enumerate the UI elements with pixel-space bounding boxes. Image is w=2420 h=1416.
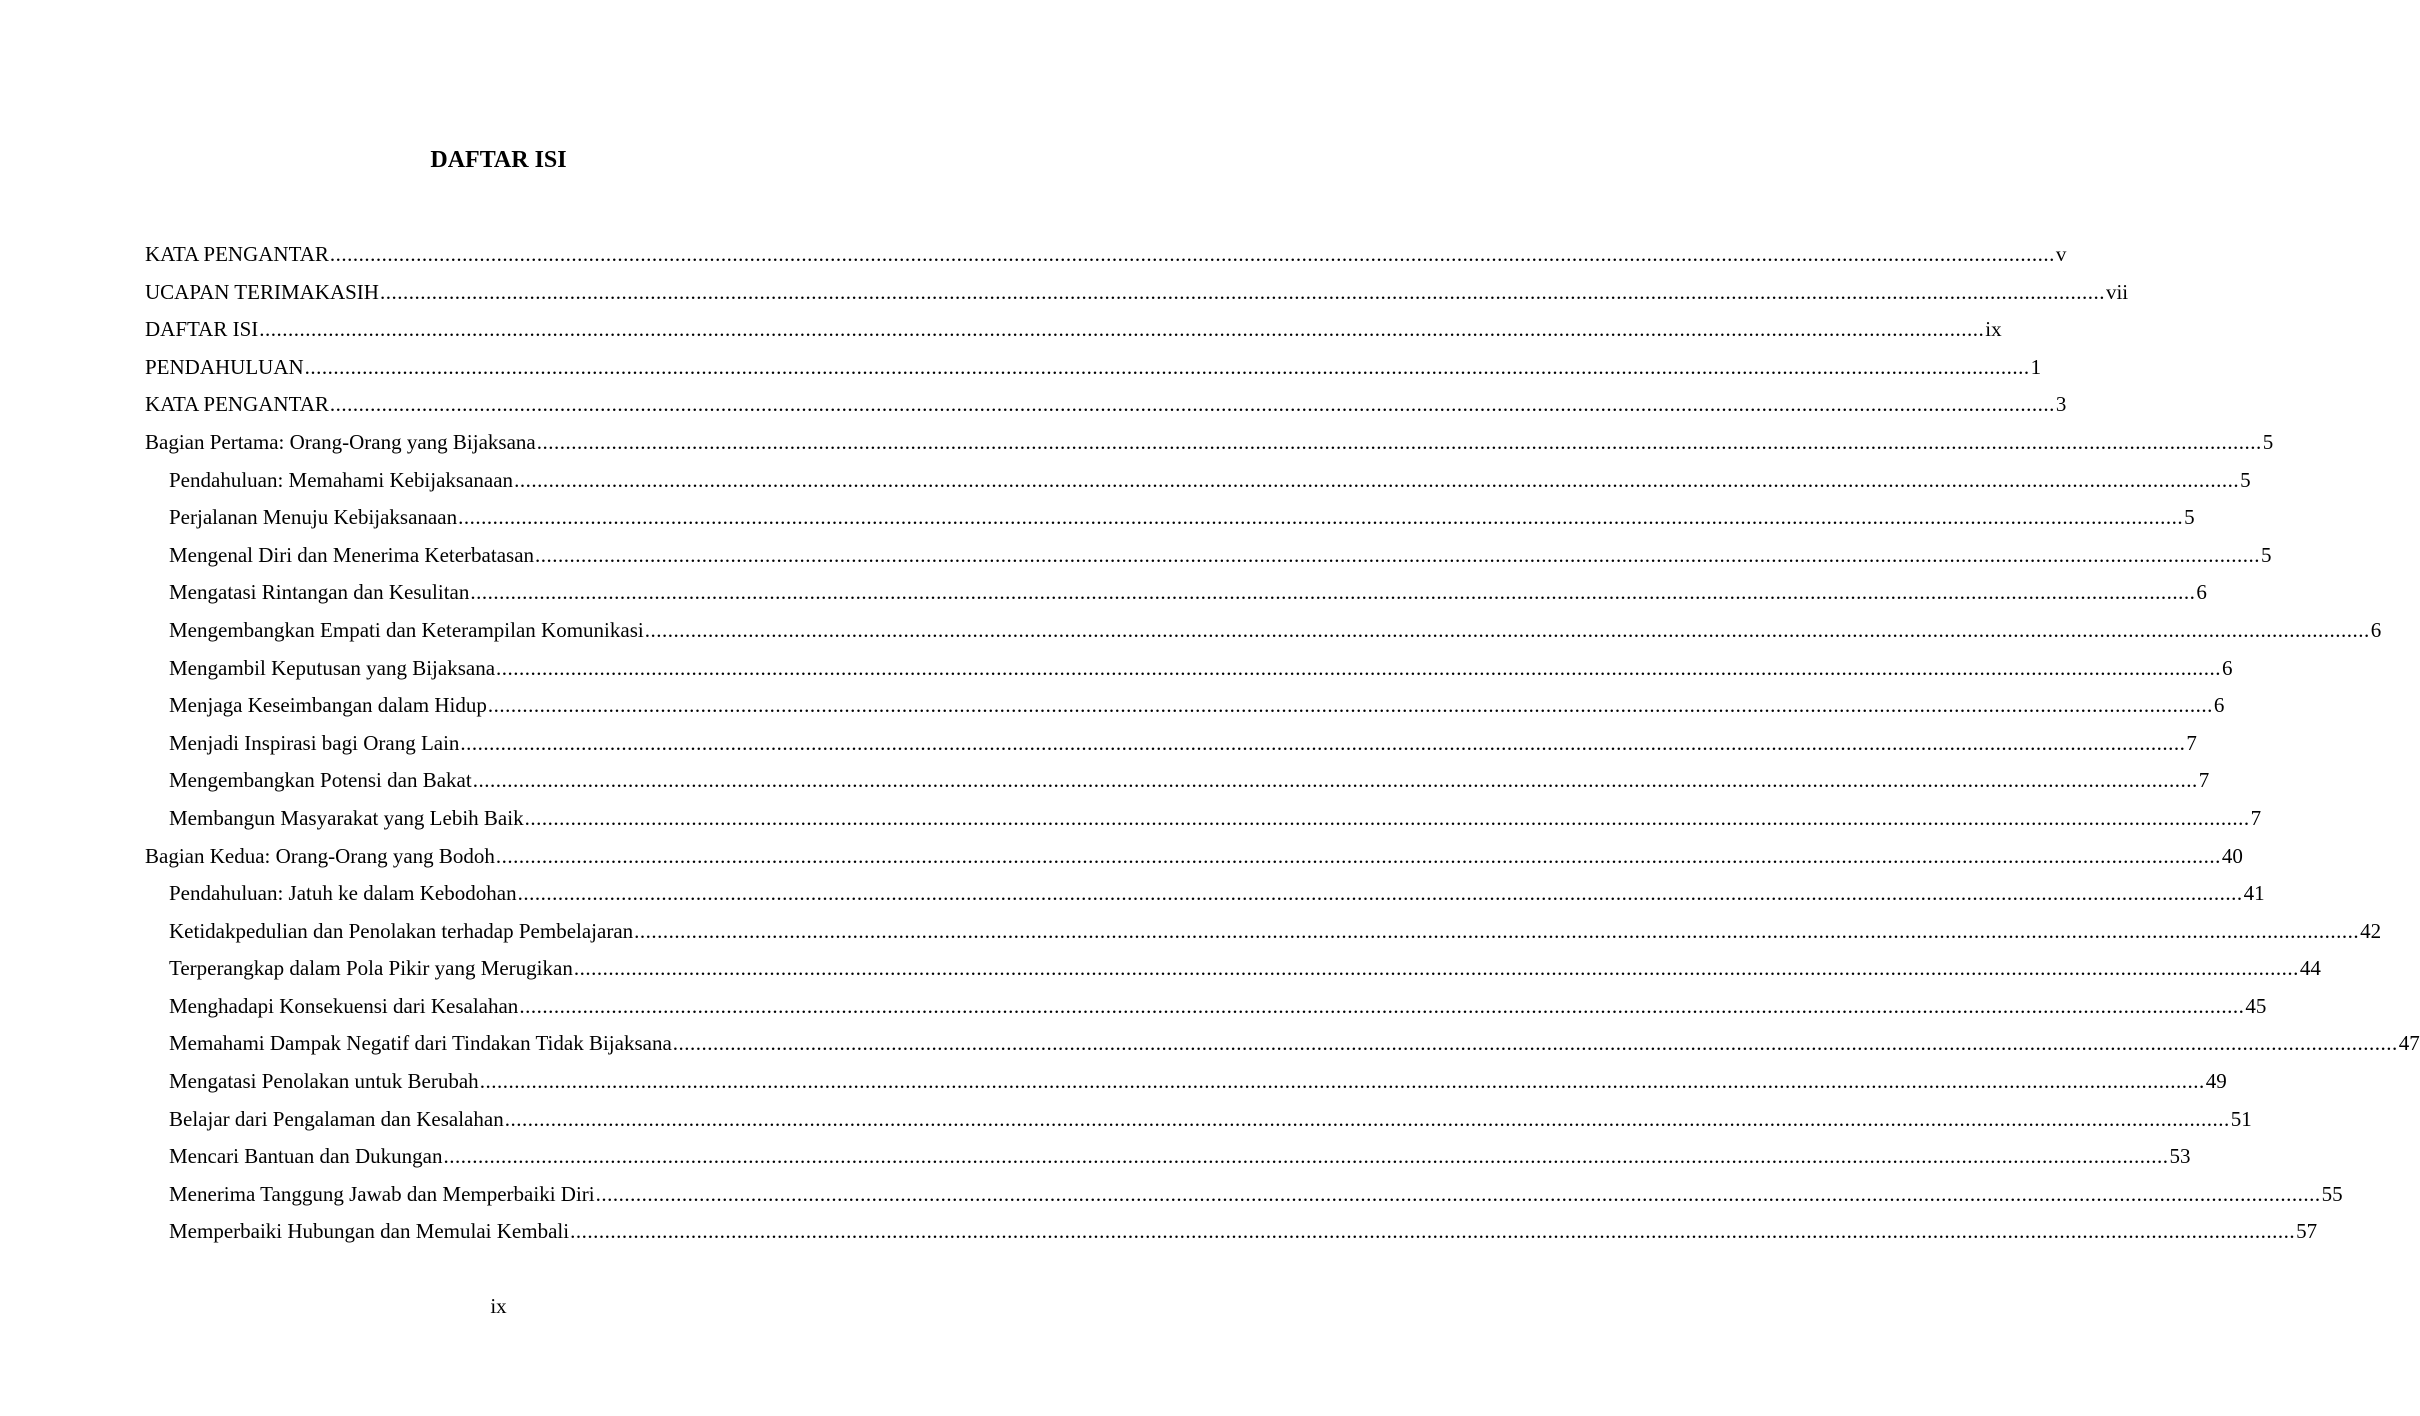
toc-entry (145, 800, 2262, 838)
table-of-contents (145, 236, 2420, 1251)
toc-entry-page: 3 (2055, 392, 2067, 417)
toc-entry (145, 386, 2067, 424)
toc-entry-title: Menjaga Keseimbangan dalam Hidup (169, 693, 487, 718)
toc-entry-page: 7 (2186, 730, 2197, 755)
toc-entry (145, 1138, 2191, 1176)
page-number: ix (490, 1294, 507, 1318)
toc-entry-page: 6 (2370, 617, 2382, 642)
toc-entry-title: Mengambil Keputusan yang Bijaksana (169, 655, 496, 680)
toc-entry-page: 55 (2321, 1181, 2343, 1206)
toc-dot-leader: ............................................................................................................................................................................................................................................................................................................ (517, 881, 2243, 906)
toc-entry (145, 424, 2274, 462)
page-title: DAFTAR ISI (430, 147, 567, 173)
toc-entry-title: Memperbaiki Hubungan dan Memulai Kembali (169, 1219, 570, 1244)
toc-dot-leader: ............................................................................................................................................................................................................................................................................................................ (496, 655, 2222, 680)
toc-entry-title: Belajar dari Pengalaman dan Kesalahan (169, 1106, 504, 1131)
toc-entry-title: Memahami Dampak Negatif dari Tindakan Tidak Bijaksana (169, 1031, 672, 1056)
toc-entry (145, 913, 2382, 951)
toc-entry-page: vii (2105, 279, 2129, 304)
toc-entry-page: 5 (2184, 505, 2195, 530)
toc-entry (145, 274, 2129, 312)
toc-dot-leader: ............................................................................................................................................................................................................................................................................................................ (472, 768, 2198, 793)
toc-dot-leader: ............................................................................................................................................................................................................................................................................................................ (524, 805, 2250, 830)
toc-entry-title: Mengatasi Penolakan untuk Berubah (169, 1069, 479, 1094)
toc-dot-leader: ............................................................................................................................................................................................................................................................................................................ (458, 505, 2184, 530)
toc-entry-title: Menghadapi Konsekuensi dari Kesalahan (169, 993, 519, 1018)
toc-entry-title: Mengembangkan Potensi dan Bakat (169, 768, 472, 793)
toc-entry-title: PENDAHULUAN (145, 354, 304, 379)
toc-entry (145, 838, 2243, 876)
toc-entry (145, 537, 2272, 575)
toc-entry-page: 41 (2243, 881, 2265, 906)
toc-dot-leader: ............................................................................................................................................................................................................................................................................................................ (329, 242, 2055, 266)
toc-entry-page: 42 (2360, 918, 2382, 943)
toc-entry-title: KATA PENGANTAR (145, 242, 329, 266)
toc-entry-page: 44 (2299, 956, 2321, 981)
toc-entry (145, 762, 2210, 800)
toc-dot-leader: ............................................................................................................................................................................................................................................................................................................ (595, 1181, 2321, 1206)
toc-entry (145, 612, 2382, 650)
toc-dot-leader: ............................................................................................................................................................................................................................................................................................................ (644, 617, 2370, 642)
toc-entry (145, 1176, 2343, 1214)
toc-entry-title: Pendahuluan: Jatuh ke dalam Kebodohan (169, 881, 517, 906)
toc-dot-leader: ............................................................................................................................................................................................................................................................................................................ (536, 429, 2262, 454)
toc-entry (145, 499, 2195, 537)
toc-entry-page: 7 (2198, 768, 2210, 793)
toc-dot-leader: ............................................................................................................................................................................................................................................................................................................ (259, 317, 1985, 342)
toc-entry-title: Pendahuluan: Memahami Kebijaksanaan (169, 467, 514, 492)
toc-entry-title: KATA PENGANTAR (145, 392, 329, 417)
toc-entry-page: 57 (2296, 1219, 2318, 1244)
toc-entry-title: UCAPAN TERIMAKASIH (145, 279, 379, 304)
toc-entry (145, 725, 2197, 763)
toc-entry-page: 53 (2169, 1144, 2191, 1169)
toc-entry-page: 5 (2261, 542, 2272, 567)
toc-entry (145, 875, 2265, 913)
toc-entry-title: Menerima Tanggung Jawab dan Memperbaiki Diri (169, 1181, 595, 1206)
toc-entry-title: Bagian Pertama: Orang-Orang yang Bijaksana (145, 429, 536, 454)
toc-dot-leader: ............................................................................................................................................................................................................................................................................................................ (460, 730, 2186, 755)
toc-entry-page: 51 (2230, 1106, 2252, 1131)
toc-entry (145, 950, 2321, 988)
toc-dot-leader: ............................................................................................................................................................................................................................................................................................................ (329, 392, 2055, 417)
toc-entry-title: Mengatasi Rintangan dan Kesulitan (169, 580, 470, 605)
toc-entry (145, 1025, 2420, 1063)
toc-entry-title: Membangun Masyarakat yang Lebih Baik (169, 805, 524, 830)
toc-entry-page: 6 (2222, 655, 2233, 680)
toc-entry-title: Mengenal Diri dan Menerima Keterbatasan (169, 542, 535, 567)
toc-entry-page: v (2055, 242, 2067, 266)
toc-dot-leader: ............................................................................................................................................................................................................................................................................................................ (304, 354, 2030, 379)
toc-entry (145, 462, 2251, 500)
toc-dot-leader: ............................................................................................................................................................................................................................................................................................................ (443, 1144, 2169, 1169)
toc-dot-leader: ............................................................................................................................................................................................................................................................................................................ (672, 1031, 2398, 1056)
toc-dot-leader: ............................................................................................................................................................................................................................................................................................................ (573, 956, 2299, 981)
toc-entry-page: 47 (2398, 1031, 2420, 1056)
toc-dot-leader: ............................................................................................................................................................................................................................................................................................................ (470, 580, 2196, 605)
toc-entry (145, 311, 2002, 349)
toc-entry-page: 5 (2240, 467, 2251, 492)
toc-entry-page: ix (1985, 317, 2002, 342)
toc-entry-page: 5 (2262, 429, 2274, 454)
toc-dot-leader: ............................................................................................................................................................................................................................................................................................................ (634, 918, 2360, 943)
toc-dot-leader: ............................................................................................................................................................................................................................................................................................................ (519, 993, 2245, 1018)
toc-dot-leader: ............................................................................................................................................................................................................................................................................................................ (487, 693, 2213, 718)
toc-entry-page: 6 (2213, 693, 2225, 718)
toc-entry-page: 40 (2221, 843, 2243, 868)
toc-entry-title: Bagian Kedua: Orang-Orang yang Bodoh (145, 843, 495, 868)
toc-entry-title: Menjadi Inspirasi bagi Orang Lain (169, 730, 460, 755)
toc-entry (145, 1101, 2252, 1139)
toc-entry (145, 574, 2207, 612)
toc-entry (145, 1063, 2227, 1101)
toc-entry (145, 236, 2067, 274)
toc-entry (145, 1213, 2318, 1251)
toc-entry-title: Perjalanan Menuju Kebijaksanaan (169, 505, 458, 530)
toc-entry (145, 650, 2233, 688)
toc-dot-leader: ............................................................................................................................................................................................................................................................................................................ (535, 542, 2261, 567)
toc-entry (145, 349, 2042, 387)
toc-dot-leader: ............................................................................................................................................................................................................................................................................................................ (570, 1219, 2296, 1244)
toc-dot-leader: ............................................................................................................................................................................................................................................................................................................ (379, 279, 2105, 304)
toc-entry-title: Mengembangkan Empati dan Keterampilan Komunikasi (169, 617, 644, 642)
toc-dot-leader: ............................................................................................................................................................................................................................................................................................................ (479, 1069, 2205, 1094)
toc-dot-leader: ............................................................................................................................................................................................................................................................................................................ (495, 843, 2221, 868)
toc-dot-leader: ............................................................................................................................................................................................................................................................................................................ (514, 467, 2240, 492)
toc-entry (145, 687, 2225, 725)
toc-entry-page: 45 (2245, 993, 2267, 1018)
toc-entry-title: Mencari Bantuan dan Dukungan (169, 1144, 443, 1169)
toc-entry-title: DAFTAR ISI (145, 317, 259, 342)
toc-entry-page: 1 (2030, 354, 2042, 379)
toc-entry-title: Ketidakpedulian dan Penolakan terhadap Pembelajaran (169, 918, 634, 943)
toc-entry-page: 49 (2205, 1069, 2227, 1094)
toc-entry-page: 7 (2250, 805, 2262, 830)
toc-dot-leader: ............................................................................................................................................................................................................................................................................................................ (504, 1106, 2230, 1131)
toc-entry-page: 6 (2196, 580, 2207, 605)
toc-entry-title: Terperangkap dalam Pola Pikir yang Merugikan (169, 956, 573, 981)
toc-entry (145, 988, 2267, 1026)
